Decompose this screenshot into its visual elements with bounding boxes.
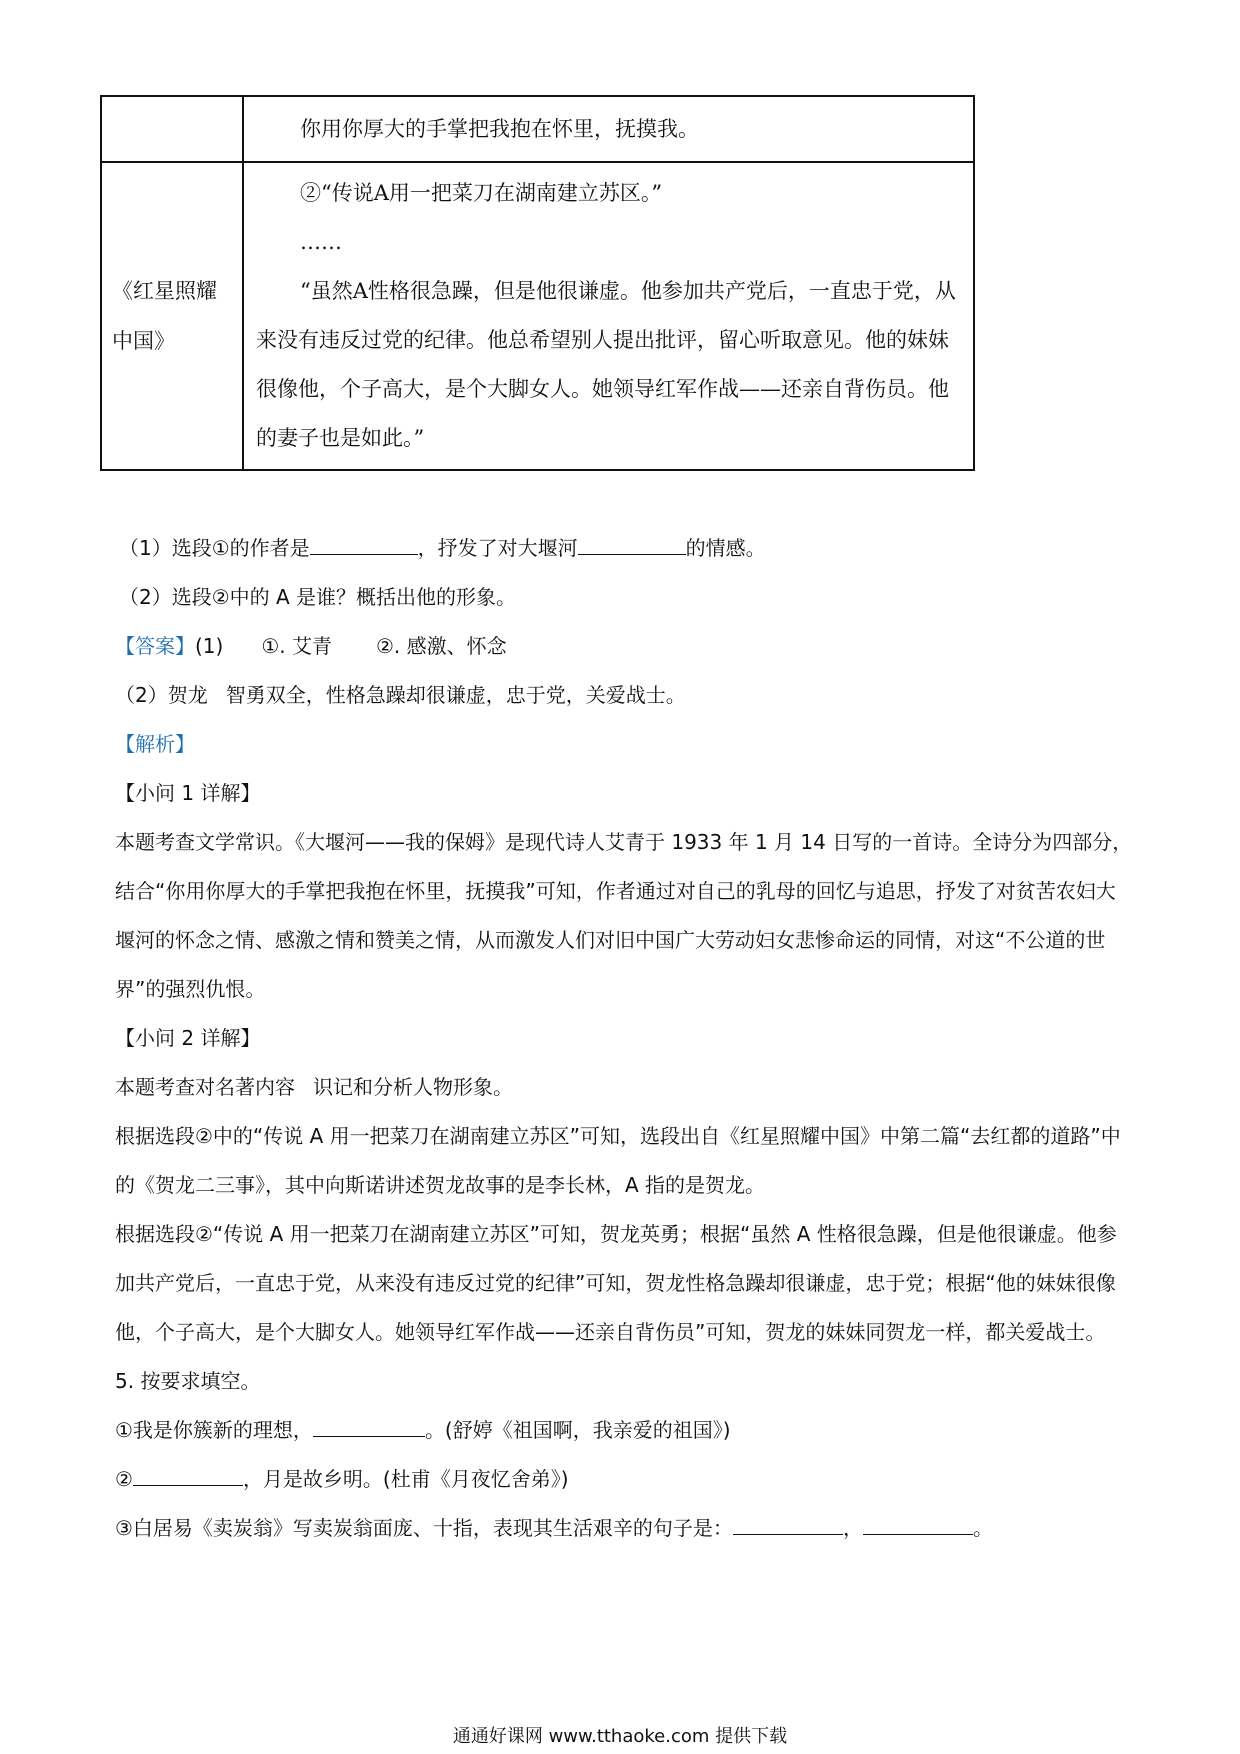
sub-question-1-text: 本题考查文学常识。《大堰河——我的保姆》是现代诗人艾青于 1933 年 1 月 14 日写的一首诗。全诗分为四部分，结合“你用你厚大的手掌把我抱在怀里，抚摸我”可知，作者通过对自己的乳母的回忆与追思，抒发了对贫苦农妇大堰河的怀念之情、感激之情和赞美之情，从而激发人们对旧中国广大劳动妇女悲惨命运的同情，对这“不公道的世界”的强烈仇恨。 — [115, 830, 1133, 1001]
question-text: ， — [842, 1516, 863, 1540]
table-row — [101, 162, 974, 470]
sub-question-2-paragraph: 根据选段②“传说 A 用一把菜刀在湖南建立苏区”可知，贺龙英勇；根据“虽然 A 性格很急躁，但是他很谦虚。他参加共产党后，一直忠于党，从来没有违反过党的纪律”可知，贺龙性格急躁却很谦虚，忠于党；根据“他的妹妹很像他，个子高大，是个大脚女人。她领导红军作战——还亲自背伤员”可知，贺龙的妹妹同贺龙一样，都关爱战士。 — [115, 1222, 1117, 1344]
table-row — [101, 96, 974, 162]
answer-number: （2）贺龙 — [115, 683, 208, 707]
question-5-item-1 — [115, 1406, 1133, 1455]
question-5-item-3 — [115, 1504, 1133, 1553]
excerpt-line: ②“传说A用一把菜刀在湖南建立苏区。” — [300, 181, 663, 205]
answer-blank[interactable] — [733, 1508, 843, 1535]
answer-blank[interactable] — [133, 1459, 243, 1486]
answer-blank[interactable] — [310, 528, 418, 555]
excerpt-paragraph: “虽然A性格很急躁，但是他很谦虚。他参加共产党后，一直忠于党，从来没有违反过党的纪律。他总希望别人提出批评，留心听取意见。他的妹妹很像他，个子高大，是个大脚女人。她领导红军作战——还亲自背伤员。他的妻子也是如此。” — [256, 279, 956, 450]
table-text-cell — [243, 162, 974, 470]
answer-blank[interactable] — [863, 1508, 973, 1535]
excerpt-table — [100, 95, 975, 471]
page-footer: 通通好课网 www.tthaoke.com 提供下载 — [452, 1726, 788, 1747]
question-5-title: 5. 按要求填空。 — [115, 1369, 261, 1393]
answer-value: ②. 感激、怀念 — [376, 634, 507, 658]
table-text-cell — [243, 96, 974, 162]
question-body — [115, 524, 1133, 1553]
answer-value: 智勇双全，性格急躁却很谦虚，忠于党，关爱战士。 — [225, 683, 686, 707]
sub-question-2-line — [115, 1063, 1133, 1112]
answer-label: 【答案】 — [115, 634, 195, 658]
question-text: 的情感。 — [685, 536, 766, 560]
excerpt-line: 你用你厚大的手掌把我抱在怀里，抚摸我。 — [300, 116, 699, 141]
answer-value: ①. 艾青 — [261, 634, 332, 658]
table-title-cell-empty — [101, 96, 243, 162]
question-5-item-2 — [115, 1455, 1133, 1504]
analysis-text: 识记和分析人物形象。 — [313, 1075, 513, 1099]
answer-number: (1) — [195, 634, 224, 658]
question-text: 。(舒婷《祖国啊，我亲爱的祖国》) — [424, 1418, 731, 1442]
question-text: （1）选段①的作者是 — [119, 536, 310, 560]
question-1 — [115, 524, 1133, 573]
excerpt-ellipsis: …… — [300, 230, 342, 254]
sub-question-2-title: 【小问 2 详解】 — [115, 1026, 261, 1050]
question-2: （2）选段②中的 A 是谁？概括出他的形象。 — [119, 585, 517, 609]
answer-blank[interactable] — [578, 528, 686, 555]
sub-question-2-paragraph: 根据选段②中的“传说 A 用一把菜刀在湖南建立苏区”可知，选段出自《红星照耀中国》中第二篇“去红都的道路”中的《贺龙二三事》，其中向斯诺讲述贺龙故事的是李长林，A 指的是贺龙。 — [115, 1124, 1121, 1197]
question-text: 。 — [972, 1516, 993, 1540]
analysis-text: 本题考查对名著内容 — [115, 1075, 295, 1099]
answer-line-2 — [115, 671, 1133, 720]
sub-question-1-title: 【小问 1 详解】 — [115, 781, 261, 805]
question-text: ①我是你簇新的理想， — [115, 1418, 313, 1442]
analysis-label: 【解析】 — [115, 732, 195, 756]
table-title-cell: 《红星照耀中国》 — [101, 162, 243, 470]
answer-blank[interactable] — [313, 1410, 425, 1437]
question-text: ，月是故乡明。(杜甫《月夜忆舍弟》) — [242, 1467, 569, 1491]
question-text: ② — [115, 1467, 133, 1491]
answer-line-1 — [115, 622, 1133, 671]
question-text: ，抒发了对大堰河 — [417, 536, 578, 560]
question-text: ③白居易《卖炭翁》写卖炭翁面庞、十指，表现其生活艰辛的句子是： — [115, 1516, 733, 1540]
